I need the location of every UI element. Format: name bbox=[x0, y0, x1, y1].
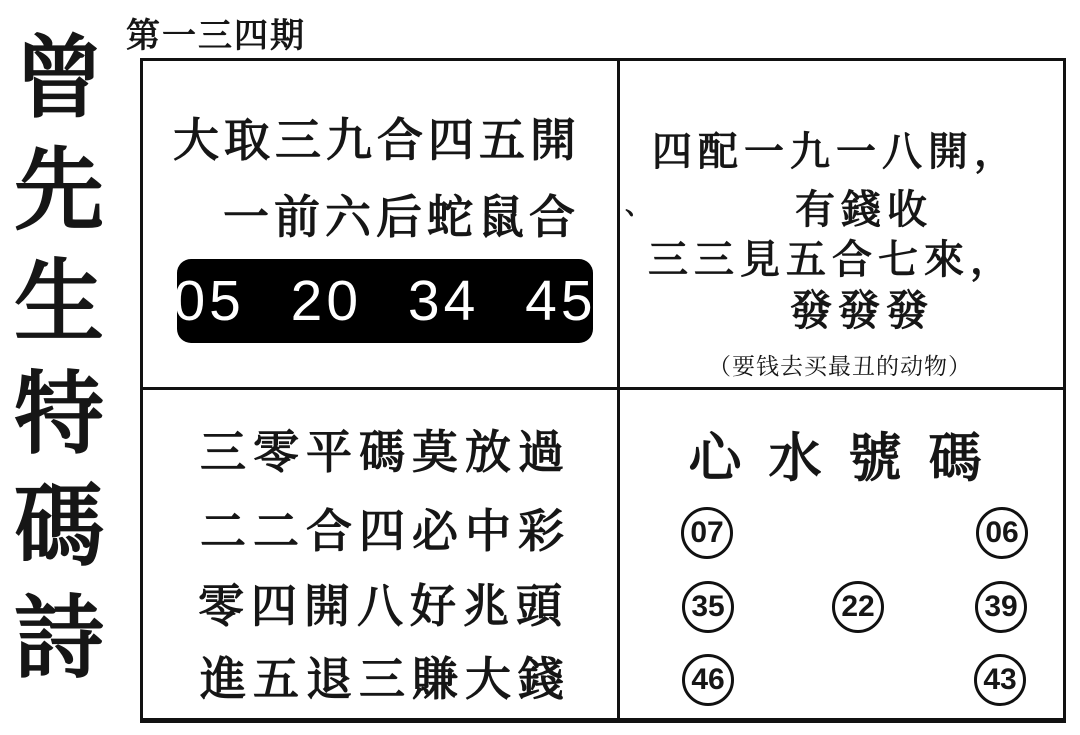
lucky-number-ball bbox=[682, 654, 734, 706]
lucky-number-ball bbox=[975, 581, 1027, 633]
lucky-number-ball bbox=[681, 507, 733, 559]
special-numbers-bar bbox=[173, 259, 597, 343]
lucky-number: 46 bbox=[691, 663, 725, 696]
cell-top-right bbox=[620, 61, 1063, 387]
masthead-char: 特 bbox=[14, 366, 104, 465]
masthead-char: 碼 bbox=[14, 478, 104, 577]
cell-top-left bbox=[143, 61, 617, 387]
lucky-number: 22 bbox=[841, 590, 875, 623]
poem-line: 進五退三賺大錢 bbox=[200, 654, 571, 705]
verse-line: 發發發 bbox=[790, 289, 935, 335]
masthead-char: 曾 bbox=[14, 30, 104, 129]
masthead-char: 先 bbox=[14, 142, 104, 241]
poem-line: 三零平碼莫放過 bbox=[200, 427, 571, 478]
special-numbers: 05 20 34 45 bbox=[173, 269, 597, 333]
verse-line: 三三見五合七來， bbox=[648, 237, 1016, 282]
lucky-number-ball bbox=[682, 581, 734, 633]
main-table bbox=[140, 58, 1066, 723]
lucky-number-ball bbox=[832, 581, 884, 633]
lucky-numbers-header: 心水號碼 bbox=[688, 430, 1009, 488]
verse-line: 有錢收 bbox=[795, 187, 933, 232]
lucky-number: 43 bbox=[983, 663, 1017, 696]
lucky-number: 07 bbox=[690, 516, 724, 549]
vertical-masthead bbox=[6, 24, 112, 696]
verse-line: 四配一九一八開， bbox=[652, 129, 1020, 174]
lucky-number-ball bbox=[974, 654, 1026, 706]
lucky-number: 06 bbox=[985, 516, 1019, 549]
cell-bottom-left bbox=[143, 390, 617, 718]
cell-bottom-right bbox=[620, 390, 1063, 718]
lucky-number: 35 bbox=[691, 590, 725, 623]
lucky-number: 39 bbox=[984, 590, 1018, 623]
masthead-char: 生 bbox=[14, 254, 104, 353]
masthead-char: 詩 bbox=[14, 590, 104, 689]
lucky-number-ball bbox=[976, 507, 1028, 559]
dun-mark: 、 bbox=[625, 191, 652, 220]
poem-line: 一前六后蛇鼠合 bbox=[223, 192, 580, 243]
issue-title: 第一三四期 bbox=[126, 18, 306, 55]
poem-line: 大取三九合四五開 bbox=[173, 115, 581, 166]
poem-line: 二二合四必中彩 bbox=[200, 506, 571, 557]
poem-line: 零四開八好兆頭 bbox=[198, 581, 569, 632]
hint-note: （要钱去买最丑的动物） bbox=[708, 354, 972, 379]
